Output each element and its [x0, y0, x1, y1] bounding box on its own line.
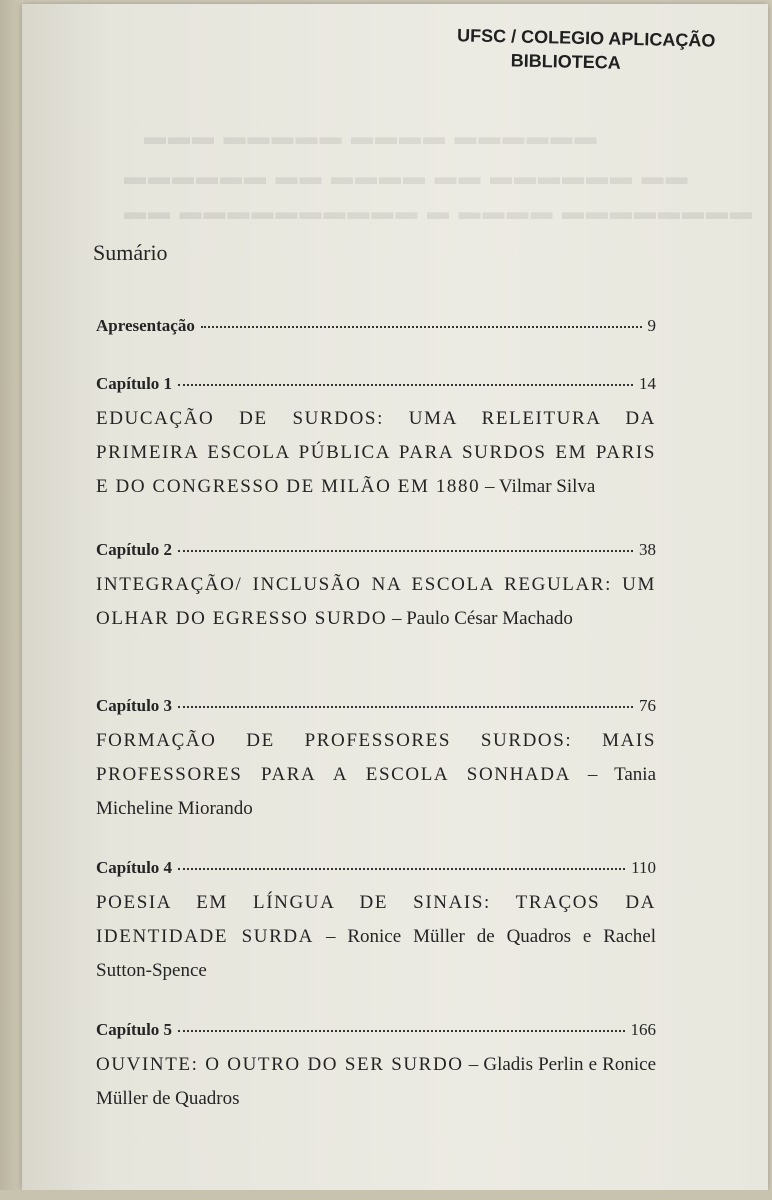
chapter-label: Capítulo 1	[96, 374, 173, 393]
toc-page-number: 38	[639, 540, 656, 559]
page-title: Sumário	[93, 240, 168, 265]
toc-row	[96, 1020, 656, 1040]
toc-entry-chapter-4[interactable]	[96, 858, 656, 988]
toc-entry-apresentacao[interactable]	[96, 316, 656, 336]
show-through-text: ▬▬ ▬▬▬▬▬▬ ▬▬ ▬▬▬▬ ▬▬ ▬▬▬▬▬▬	[122, 164, 688, 189]
dot-leader	[178, 1030, 624, 1032]
library-stamp	[426, 23, 747, 78]
chapter-title: OUVINTE: O OUTRO DO SER SURDO	[96, 1054, 464, 1075]
dot-leader	[201, 326, 642, 328]
dot-leader	[178, 384, 633, 386]
stamp-line-2: BIBLIOTECA	[510, 50, 621, 73]
toc-entry-chapter-3[interactable]	[96, 696, 656, 826]
chapter-description	[96, 568, 656, 636]
dot-leader	[178, 706, 633, 708]
show-through-text: ▬▬▬▬▬▬ ▬▬▬▬ ▬▬▬▬▬ ▬▬▬	[142, 124, 597, 149]
toc-page-number: 166	[630, 1020, 656, 1039]
book-spine-edge	[0, 0, 22, 1200]
toc-entry-chapter-5[interactable]	[96, 1020, 656, 1116]
chapter-title: FORMAÇÃO DE PROFESSORES SURDOS: MAIS PROFESSORES PARA A ESCOLA SONHADA	[96, 730, 656, 785]
chapter-author: – Paulo César Machado	[391, 608, 573, 629]
toc-label: Apresentação	[96, 316, 195, 335]
chapter-label: Capítulo 4	[96, 858, 173, 877]
chapter-author: – Ronice Müller de Quadros e Rachel Sutton-Spence	[96, 926, 656, 981]
stamp-line-1: UFSC / COLEGIO APLICAÇÃO	[456, 25, 716, 51]
toc-row	[96, 858, 656, 878]
book-bottom-edge	[0, 1190, 772, 1200]
chapter-author: – Vilmar Silva	[484, 476, 596, 497]
toc-entry-chapter-2[interactable]	[96, 540, 656, 636]
chapter-author: – Gladis Perlin e Ronice Müller de Quadros	[96, 1054, 657, 1109]
chapter-label: Capítulo 2	[96, 540, 173, 559]
chapter-label: Capítulo 3	[96, 696, 173, 715]
toc-row	[96, 696, 656, 716]
chapter-label: Capítulo 5	[96, 1020, 173, 1039]
chapter-title: INTEGRAÇÃO/ INCLUSÃO NA ESCOLA REGULAR: UM OLHAR DO EGRESSO SURDO	[96, 574, 656, 629]
toc-page-number: 9	[647, 316, 656, 335]
toc-row	[96, 374, 656, 394]
chapter-title: POESIA EM LÍNGUA DE SINAIS: TRAÇOS DA IDENTIDADE SURDA	[96, 892, 656, 947]
chapter-title: EDUCAÇÃO DE SURDOS: UMA RELEITURA DA PRIMEIRA ESCOLA PÚBLICA PARA SURDOS EM PARIS E DO CONGRESSO DE MILÃO EM 1880	[96, 408, 656, 497]
chapter-description	[96, 886, 656, 988]
chapter-description	[96, 402, 656, 504]
book-page	[22, 4, 768, 1190]
toc-page-number: 110	[631, 858, 656, 877]
chapter-description	[96, 724, 656, 826]
toc-page-number: 14	[639, 374, 656, 393]
toc-page-number: 76	[639, 696, 656, 715]
toc-row	[96, 316, 656, 336]
chapter-author: – Tania Micheline Miorando	[96, 764, 657, 819]
toc-row	[96, 540, 656, 560]
toc-entry-chapter-1[interactable]	[96, 374, 656, 504]
dot-leader	[178, 550, 633, 552]
dot-leader	[178, 868, 625, 870]
chapter-description	[96, 1048, 656, 1116]
show-through-text: ▬▬▬▬▬▬▬▬ ▬▬▬▬ ▬ ▬▬▬▬▬▬▬▬▬▬ ▬▬	[122, 199, 752, 224]
